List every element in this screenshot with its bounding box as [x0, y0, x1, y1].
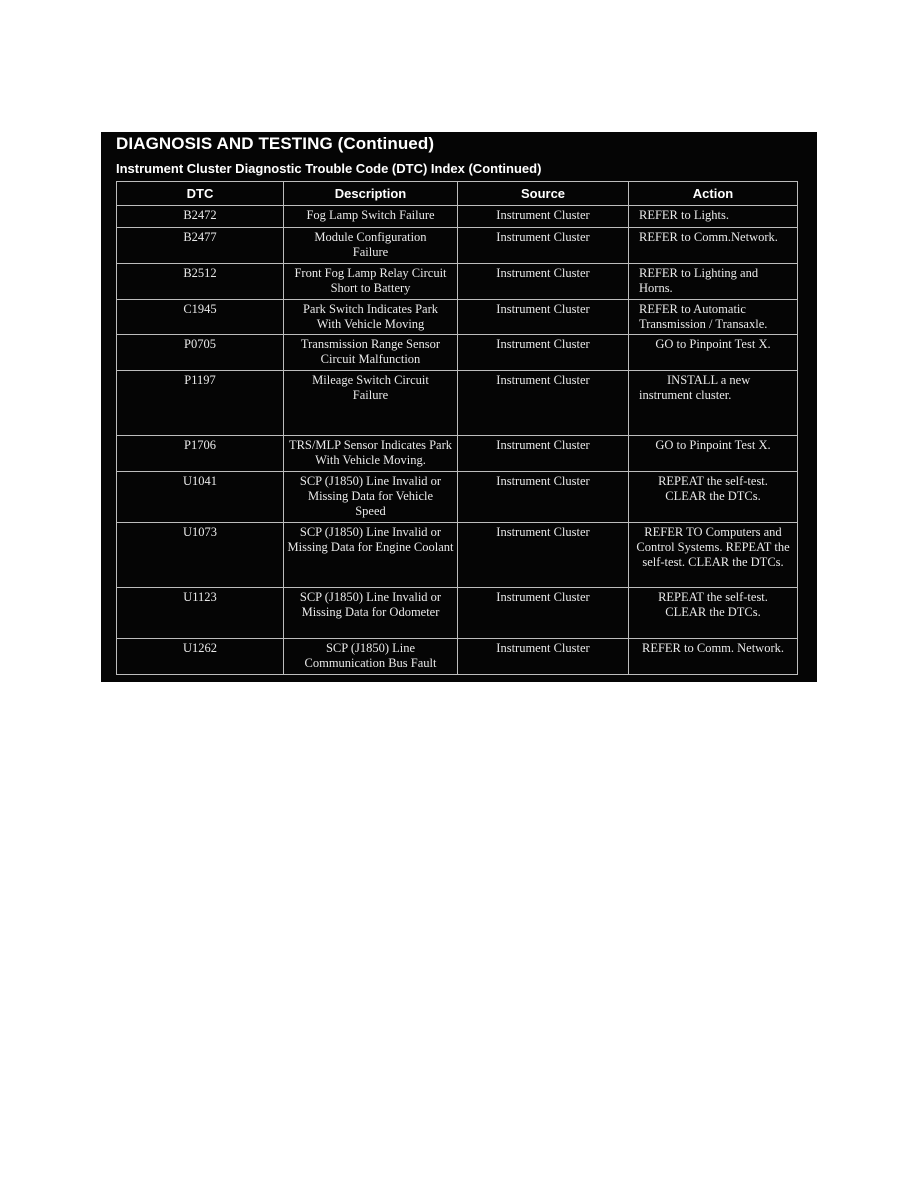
table-row: [117, 472, 798, 523]
dtc-source: Instrument Cluster: [458, 335, 629, 371]
dtc-source: Instrument Cluster: [458, 523, 629, 588]
dtc-description: Module Configuration Failure: [284, 228, 458, 264]
dtc-code: U1041: [117, 472, 284, 523]
dtc-source: Instrument Cluster: [458, 206, 629, 228]
dtc-description: Transmission Range Sensor Circuit Malfunction: [284, 335, 458, 371]
table-row: [117, 371, 798, 436]
dtc-code: P0705: [117, 335, 284, 371]
header-description: Description: [284, 182, 458, 206]
table-row: [117, 523, 798, 588]
dtc-table: [116, 181, 798, 675]
dtc-source: Instrument Cluster: [458, 588, 629, 639]
dtc-code: B2472: [117, 206, 284, 228]
header-action: Action: [629, 182, 798, 206]
dtc-code: P1706: [117, 436, 284, 472]
dtc-code: U1073: [117, 523, 284, 588]
dtc-action: REFER to Lights.: [629, 206, 798, 228]
dtc-source: Instrument Cluster: [458, 228, 629, 264]
table-row: [117, 228, 798, 264]
dtc-description: Front Fog Lamp Relay Circuit Short to Battery: [284, 264, 458, 300]
dtc-description: SCP (J1850) Line Invalid or Missing Data for Vehicle Speed: [284, 472, 458, 523]
dtc-code: B2512: [117, 264, 284, 300]
table-row: [117, 588, 798, 639]
dtc-source: Instrument Cluster: [458, 472, 629, 523]
dtc-source: Instrument Cluster: [458, 436, 629, 472]
dtc-action: REPEAT the self-test. CLEAR the DTCs.: [629, 588, 798, 639]
section-title: DIAGNOSIS AND TESTING (Continued): [116, 134, 435, 153]
dtc-source: Instrument Cluster: [458, 264, 629, 300]
dtc-action: REFER to Comm.Network.: [629, 228, 798, 264]
dtc-code: B2477: [117, 228, 284, 264]
dtc-description: TRS/MLP Sensor Indicates Park With Vehicle Moving.: [284, 436, 458, 472]
dtc-action: REFER to Automatic Transmission / Transaxle.: [629, 300, 798, 335]
dtc-action: REFER TO Computers and Control Systems. REPEAT the self-test. CLEAR the DTCs.: [629, 523, 798, 588]
table-header-row: [117, 182, 798, 206]
dtc-description: SCP (J1850) Line Invalid or Missing Data for Odometer: [284, 588, 458, 639]
dtc-description: SCP (J1850) Line Invalid or Missing Data for Engine Coolant: [284, 523, 458, 588]
dtc-code: U1123: [117, 588, 284, 639]
dtc-source: Instrument Cluster: [458, 371, 629, 436]
table-row: [117, 639, 798, 675]
dtc-code: P1197: [117, 371, 284, 436]
dtc-description: Mileage Switch Circuit Failure: [284, 371, 458, 436]
table-row: [117, 264, 798, 300]
header-dtc: DTC: [117, 182, 284, 206]
dtc-action: GO to Pinpoint Test X.: [629, 436, 798, 472]
table-title: Instrument Cluster Diagnostic Trouble Code (DTC) Index (Continued): [116, 161, 542, 176]
table-row: [117, 436, 798, 472]
dtc-action: REPEAT the self-test. CLEAR the DTCs.: [629, 472, 798, 523]
dtc-index-panel: [101, 132, 817, 682]
dtc-description: Park Switch Indicates Park With Vehicle Moving: [284, 300, 458, 335]
table-row: [117, 335, 798, 371]
dtc-source: Instrument Cluster: [458, 300, 629, 335]
header-source: Source: [458, 182, 629, 206]
dtc-code: C1945: [117, 300, 284, 335]
dtc-action: INSTALL a new instrument cluster.: [629, 371, 798, 436]
dtc-code: U1262: [117, 639, 284, 675]
dtc-description: SCP (J1850) Line Communication Bus Fault: [284, 639, 458, 675]
dtc-source: Instrument Cluster: [458, 639, 629, 675]
dtc-action: GO to Pinpoint Test X.: [629, 335, 798, 371]
dtc-action: REFER to Lighting and Horns.: [629, 264, 798, 300]
dtc-description: Fog Lamp Switch Failure: [284, 206, 458, 228]
table-row: [117, 206, 798, 228]
dtc-action: REFER to Comm. Network.: [629, 639, 798, 675]
table-row: [117, 300, 798, 335]
